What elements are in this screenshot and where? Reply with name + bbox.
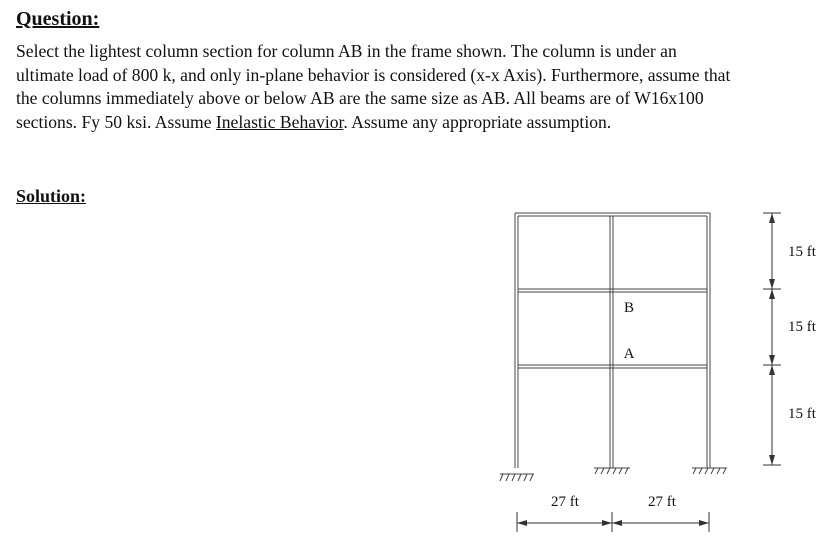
left-column [515,213,518,468]
bay-width-left-label: 27 ft [551,494,579,510]
vertical-dimension [763,213,781,465]
horizontal-dimension [517,512,709,532]
middle-column [610,216,613,468]
node-a-label: A [623,346,635,362]
roof-beam [515,213,710,216]
middle-support [594,468,630,474]
story-height-top-label: 15 ft [788,244,816,260]
question-text-part1: Select the lightest column section for column AB in the frame shown. The column is under an ultimate load of 800 k, and only in-plane behavior is considered (x-x Axis). Furthermore, assume that the columns immediately above or below AB are the same size as AB. All beams are of W16x100 sections. Fy 50 ksi. Assume [16,41,731,132]
bay-width-right-label: 27 ft [648,494,676,510]
question-text-part2: . Assume any appropriate assumption. [343,111,612,132]
question-heading: Question: [16,8,100,30]
right-column [707,213,710,468]
solution-heading: Solution: [16,186,87,206]
story-height-bottom-label: 15 ft [788,406,816,422]
fixed-supports [500,468,727,481]
story-height-middle-label: 15 ft [788,319,816,335]
inelastic-behavior-emphasis: Inelastic Behavior [215,111,344,132]
left-support [500,474,534,481]
node-b-label: B [623,300,635,316]
right-support [692,468,727,474]
